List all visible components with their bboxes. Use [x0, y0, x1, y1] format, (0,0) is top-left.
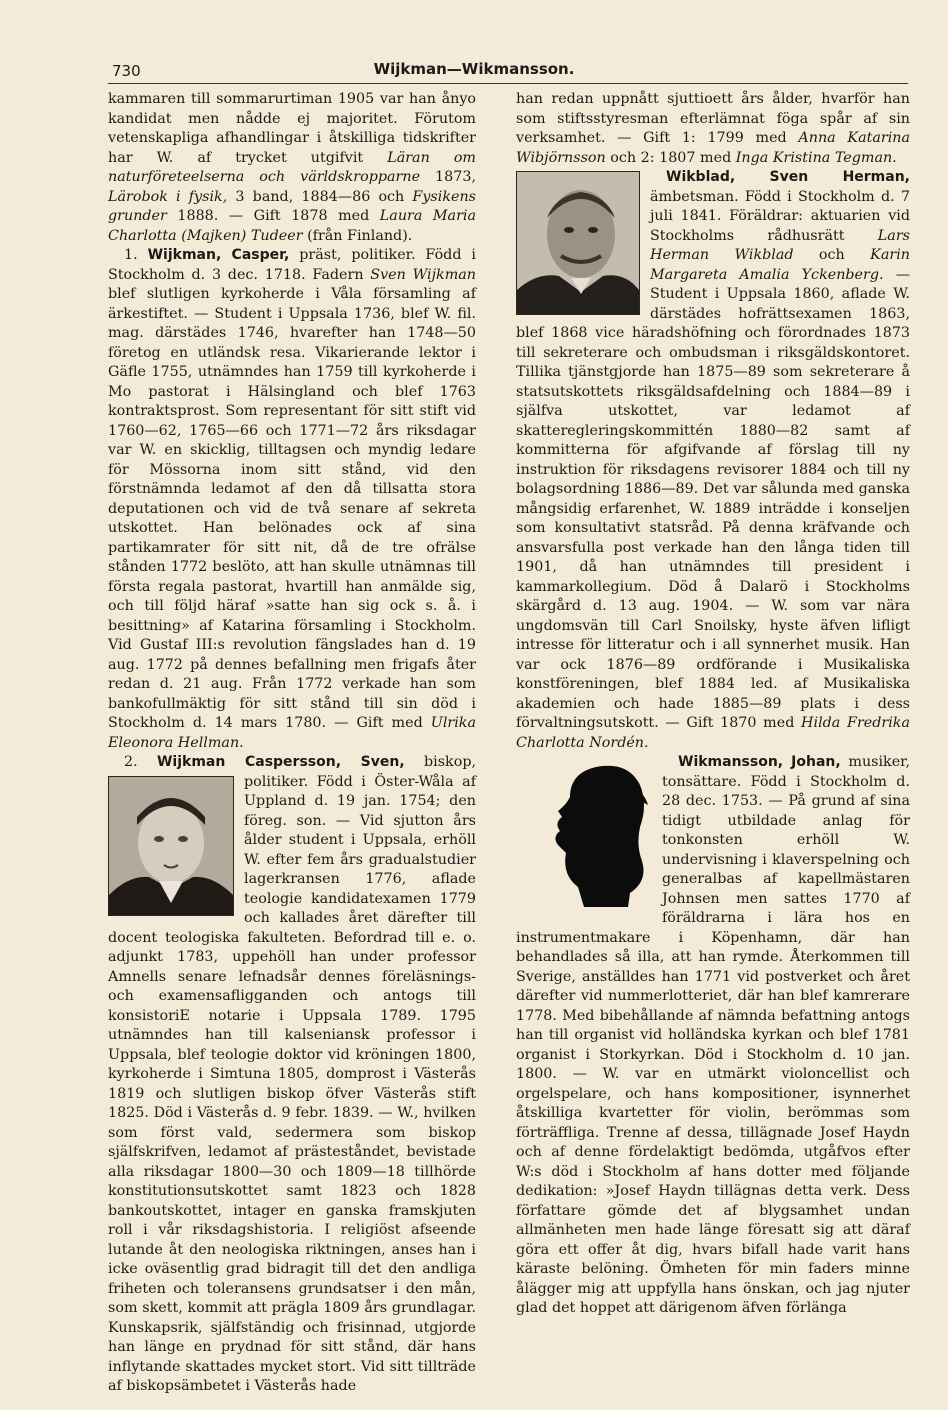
- paragraph-continued: kammaren till sommarurtiman 1905 var han ånyo kandidat men nådde ej majoritet. Förutom vetenskapliga afhandlingar i åtskilliga tidskrifter har W. af trycket utgifvit Läran om naturföreteelserna och världskropparne 1873, Lärobok i fysik, 3 band, 1884—86 och Fysikens grunder 1888. — Gift 1878 med Laura Maria Charlotta (Majken) Tudeer (från Finland).: [108, 91, 476, 244]
- page-number: 730: [112, 62, 141, 80]
- entry-casper-wijkman: 1. Wijkman, Casper, präst, politiker. Född i Stockholm d. 3 dec. 1718. Fadern Sven Wijkman blef slutligen kyrkoherde i Våla församling af ärkestiftet. — Student i Uppsala 1736, blef W. fil. mag. därstädes 1746, hvarefter han 1748—50 företog en utländsk resa. Vikarierande lektor i Gäfle 1755, utnämndes han 1759 till kyrkoherde i Mo pastorat i Hälsingland och blef 1763 kontraktsprost. Som representant för sitt stift vid 1760—62, 1765—66 och 1771—72 års riksdagar var W. en skicklig, tilltagsen och myndig ledare för Mössorna inom sitt stånd, vid den förstnämnda ledamot af den då tillsatta stora deputationen och vid de två senare af sekreta utskottet. Han belönades ock af sina partikamrater för sitt nit, då de tre ofrälse stånden 1772 beslöto, att han skulle utnämnas till första regala pastorat, hvartill han anmälde sig, och till följd häraf »satte han sig ock s. å. i besittning» af Katarina församling i Stockholm. Vid Gustaf III:s revolution fängslades han d. 19 aug. 1772 på dennes befallning men frigafs åter redan d. 21 aug. Från 1772 verkade han som bankofullmäktig för sitt stånd till sin död i Stockholm d. 14 mars 1780. — Gift med Ulrika Eleonora Hellman.: [108, 247, 477, 751]
- silhouette-johan-wikmansson: [528, 757, 652, 914]
- entry-heading: Wijkman Caspersson, Sven,: [156, 754, 405, 770]
- portrait-sven-wijkman-caspersson: [108, 776, 234, 916]
- entry-sven-herman-wikblad: Wikblad, Sven Herman, ämbetsman. Född i Stockholm d. 7 juli 1841. Föräldrar: aktuarien vid Stockholms rådhusrätt Lars Herman Wikblad och Karin Margareta Amalia Yckenberg. — Student i Uppsala 1860, aflade W. därstädes hofrättsexamen 1863, blef 1868 vice häradshöfning och förordnades 1873 till sekreterare och ombudsman i riksgäldskontoret. Tillika tjänstgjorde han 1875—89 som sekreterare å statsutskottets riksgäldsafdelning och 1884—89 i själfva utskottet, var ledamot af skatteregleringskommittén 1880—82 samt af kommitterna för afgifvande af förslag till ny instruktion för riksdagens revisorer 1884 och till ny bolagsordning 1886—89. Det var sålunda med ganska mångsidig erfarenhet, W. 1889 inträdde i konseljen som konsultativt statsråd. På denna kräfvande och ansvarsfulla post verkade han den långa tiden till 1901, då han utnämndes till president i kammarkollegium. Död å Dalarö i Stockholms skärgård d. 13 aug. 1904. — W. som var nära ungdomsvän till Carl Snoilsky, hyste äfven lifligt intresse för litteratur och i all synnerhet musik. Han var ock 1876—89 ordförande i Musikaliska konstföreningen, blef 1884 led. af Musikaliska akademien och hade 1885—89 plats i dess förvaltningsutskott. — Gift 1870 med Hilda Fredrika Charlotta Nordén.: [516, 169, 910, 751]
- entry-heading: Wikblad, Sven Herman,: [666, 169, 910, 185]
- left-column: [108, 90, 476, 1397]
- entry-johan-wikmansson: Wikmansson, Johan, musiker, tonsättare. Född i Stockholm d. 28 dec. 1753. — På grund af sina tidigt utbildade anlag för tonkonsten erhöll W. undervisning i klaverspelning och generalbas af kapellmästaren Johnsen men sattes 1770 af föräldrarna i lära hos en instrumentmakare i Köpenhamn, där han behandlades så illa, att han rymde. Återkommen till Sverige, anställdes han 1771 vid postverket och året därefter vid nummerlotteriet, där han blef kamrerare 1778. Med bibehållande af nämnda befattning antogs han till organist vid holländska kyrkan och blef 1781 organist i Storkyrkan. Död i Stockholm d. 10 jan. 1800. — W. var en utmärkt violoncellist och orgelspelare, och hans kompositioner, isynnerhet åtskilliga kvartetter för violin, berömmas som förträffliga. Trenne af dessa, tillägnade Josef Haydn och af denne fördelaktigt bedömda, utgåfvos efter W:s död i Stockholm af hans dotter med följande dedikation: »Josef Haydn tillägnas detta verk. Dess författare gömde det af blygsamhet undan allmänheten men hade länge föresatt sig att däraf göra ett offer åt dig, hvars bifall hade varit hans käraste belöning. Ömheten för min faders minne ålägger mig att uppfylla hans önskan, och jag njuter glad det hoppet att därigenom äfven förlänga: [516, 754, 910, 1316]
- paragraph-continued: han redan uppnått sjuttioett års ålder, hvarför han som stiftsstyresman efterlämnat föga spår af sin verksamhet. — Gift 1: 1799 med Anna Katarina Wibjörnsson och 2: 1807 med Inga Kristina Tegman.: [516, 91, 910, 166]
- entry-sven-wijkman-caspersson: 2. Wijkman Caspersson, Sven, biskop, politiker. Född i Öster-Wåla af Uppland d. 19 jan. 1754; den föreg. son. — Vid sjutton års ålder student i Uppsala, erhöll W. efter fem års gradualstudier lagerkransen 1776, aflade teologie kandidatexamen 1779 och kallades året därefter till docent teologiska fakulteten. Befordrad till e. o. adjunkt 1783, uppehöll han under professor Amnells senare lefnadsår dennes föreläsnings- och examensafligganden och antogs till konsistoriE notarie i Uppsala 1789. 1795 utnämndes han till kalseniansk professor i Uppsala, blef teologie doktor vid kröningen 1800, kyrkoherde i Simtuna 1805, domprost i Västerås 1819 och slutligen biskop öfver Västerås stift 1825. Död i Västerås d. 9 febr. 1839. — W., hvilken som först vald, sedermera som biskop själfskrifven, ledamot af prästeståndet, bevistade alla riksdagar 1800—30 och 1809—18 tillhörde konstitutionsutskottet samt 1823 och 1828 bankoutskottet, intager en ganska framskjuten roll i vår riksdagshistoria. I religiöst afseende lutande åt den neologiska riktningen, anses han i icke oväsentlig grad bidragit till det den andliga friheten och toleransens grundsatser i den mån, som skett, kommit att prägla 1809 års grundlagar. Kunskapsrik, själfständig och frisinnad, utgjorde han länge en prydnad för sitt stånd, där hans inflytande skattades mycket stort. Vid sitt tillträde af biskopsämbetet i Västerås hade: [108, 754, 477, 1394]
- right-column: [516, 90, 910, 1319]
- entry-heading: Wikmansson, Johan,: [678, 754, 841, 770]
- header-rule: [108, 83, 908, 84]
- entry-heading: Wijkman, Casper,: [147, 247, 290, 263]
- running-title: Wijkman—Wikmansson.: [373, 60, 575, 78]
- portrait-sven-herman-wikblad: [516, 171, 640, 315]
